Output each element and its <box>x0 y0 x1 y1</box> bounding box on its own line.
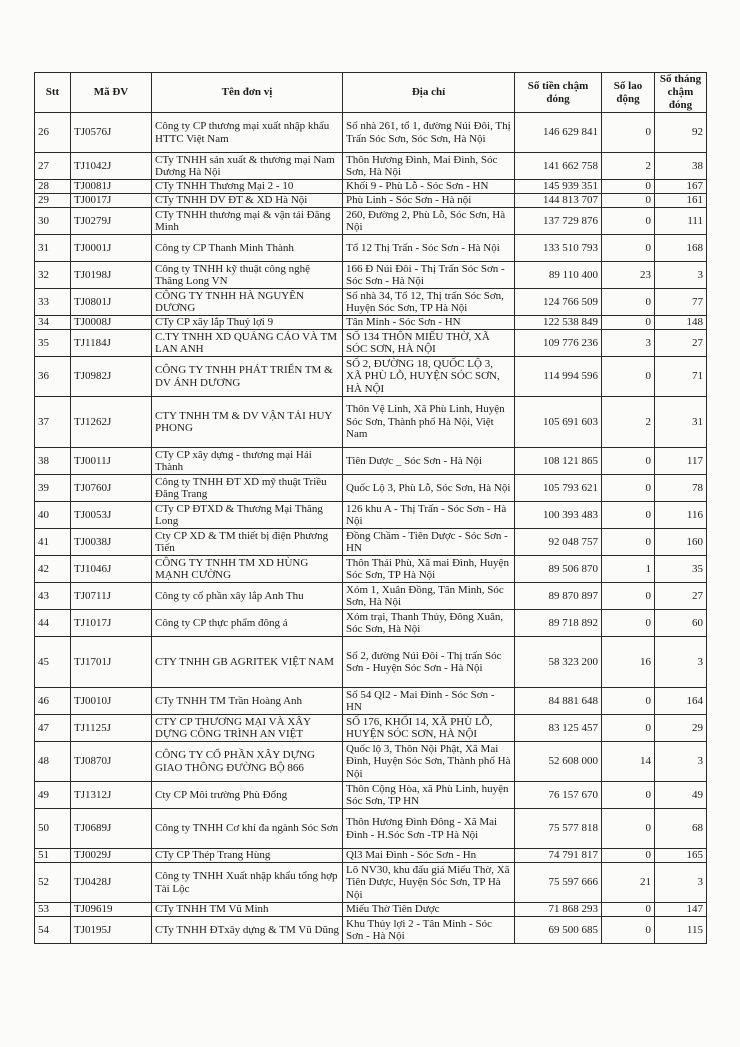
header-so-thang: Số tháng chậm đóng <box>655 73 707 113</box>
table-row <box>35 742 707 782</box>
row-stt: 38 <box>35 448 71 475</box>
row-ma-dv: TJ1262J <box>71 397 152 448</box>
row-so-tien: 122 538 849 <box>515 316 602 330</box>
row-stt: 33 <box>35 289 71 316</box>
row-stt: 29 <box>35 194 71 208</box>
row-so-thang: 148 <box>655 316 707 330</box>
table-row <box>35 180 707 194</box>
row-so-thang: 38 <box>655 153 707 180</box>
row-ma-dv: TJ1125J <box>71 715 152 742</box>
row-ma-dv: TJ0760J <box>71 475 152 502</box>
row-so-lao-dong: 0 <box>602 502 655 529</box>
row-so-thang: 29 <box>655 715 707 742</box>
row-ma-dv: TJ0081J <box>71 180 152 194</box>
table-row <box>35 610 707 637</box>
table-row <box>35 153 707 180</box>
row-so-thang: 27 <box>655 583 707 610</box>
row-ma-dv: TJ1312J <box>71 782 152 809</box>
row-so-lao-dong: 0 <box>602 583 655 610</box>
row-so-tien: 92 048 757 <box>515 529 602 556</box>
row-stt: 34 <box>35 316 71 330</box>
row-so-tien: 141 662 758 <box>515 153 602 180</box>
table-row <box>35 475 707 502</box>
row-so-tien: 74 791 817 <box>515 849 602 863</box>
row-ma-dv: TJ0198J <box>71 262 152 289</box>
row-so-lao-dong: 21 <box>602 863 655 903</box>
row-ma-dv: TJ0053J <box>71 502 152 529</box>
row-so-lao-dong: 23 <box>602 262 655 289</box>
row-dia-chi: 260, Đường 2, Phù Lỗ, Sóc Sơn, Hà Nội <box>343 208 515 235</box>
row-stt: 40 <box>35 502 71 529</box>
row-ma-dv: TJ0001J <box>71 235 152 262</box>
row-so-tien: 75 597 666 <box>515 863 602 903</box>
header-dia-chi: Địa chỉ <box>343 73 515 113</box>
row-dia-chi: Thôn Thái Phù, Xã mai Đình, Huyện Sóc Sơn, TP Hà Nội <box>343 556 515 583</box>
row-ten-don-vi: Công ty TNHH kỹ thuật công nghệ Thăng Long VN <box>152 262 343 289</box>
row-stt: 41 <box>35 529 71 556</box>
row-so-thang: 3 <box>655 742 707 782</box>
header-stt: Stt <box>35 73 71 113</box>
row-dia-chi: Ql3 Mai Đình - Sóc Sơn - Hn <box>343 849 515 863</box>
row-dia-chi: SỐ 2, ĐƯỜNG 18, QUỐC LỘ 3, XÃ PHÙ LỖ, HUYỆN SÓC SƠN, HÀ NỘI <box>343 357 515 397</box>
row-ten-don-vi: CTy TNHH ĐTxây dựng & TM Vũ Dũng <box>152 917 343 944</box>
row-so-lao-dong: 0 <box>602 782 655 809</box>
row-stt: 44 <box>35 610 71 637</box>
table-row <box>35 194 707 208</box>
row-so-thang: 49 <box>655 782 707 809</box>
row-ten-don-vi: CTy TNHH sản xuất & thương mại Nam Dương Hà Nội <box>152 153 343 180</box>
row-ten-don-vi: CTY TNHH GB AGRITEK VIỆT NAM <box>152 637 343 688</box>
row-ten-don-vi: Công ty TNHH Xuất nhập khẩu tổng hợp Tài Lộc <box>152 863 343 903</box>
table-row <box>35 863 707 903</box>
row-ma-dv: TJ0576J <box>71 113 152 153</box>
header-so-lao-dong: Số lao động <box>602 73 655 113</box>
row-ten-don-vi: CTy TNHH thương mại & vận tải Đăng Minh <box>152 208 343 235</box>
row-ma-dv: TJ0801J <box>71 289 152 316</box>
row-dia-chi: SỐ 134 THÔN MIẾU THỜ, XÃ SÓC SƠN, HÀ NỘI <box>343 330 515 357</box>
row-stt: 50 <box>35 809 71 849</box>
row-ten-don-vi: C.TY TNHH XD QUẢNG CÁO VÀ TM LAN ANH <box>152 330 343 357</box>
table-row <box>35 903 707 917</box>
row-so-thang: 60 <box>655 610 707 637</box>
row-so-tien: 124 766 509 <box>515 289 602 316</box>
row-dia-chi: Thôn Cộng Hòa, xã Phù Linh, huyện Sóc Sơn, TP HN <box>343 782 515 809</box>
row-so-tien: 52 608 000 <box>515 742 602 782</box>
row-so-thang: 3 <box>655 863 707 903</box>
row-dia-chi: Số 54 Ql2 - Mai Đình - Sóc Sơn - HN <box>343 688 515 715</box>
row-ten-don-vi: CTy CP xây lắp Thuỷ lợi 9 <box>152 316 343 330</box>
row-ma-dv: TJ0017J <box>71 194 152 208</box>
row-ten-don-vi: CÔNG TY TNHH HÀ NGUYÊN DƯƠNG <box>152 289 343 316</box>
row-dia-chi: Miếu Thờ Tiên Dược <box>343 903 515 917</box>
row-stt: 42 <box>35 556 71 583</box>
row-dia-chi: SỐ 176, KHỐI 14, XÃ PHÙ LỖ, HUYỆN SÓC SƠN, HÀ NỘI <box>343 715 515 742</box>
row-so-tien: 89 870 897 <box>515 583 602 610</box>
row-so-lao-dong: 0 <box>602 289 655 316</box>
row-ten-don-vi: Công ty CP thương mại xuất nhập khẩu HTTC Việt Nam <box>152 113 343 153</box>
row-so-thang: 68 <box>655 809 707 849</box>
row-so-tien: 105 793 621 <box>515 475 602 502</box>
row-dia-chi: Lô NV30, khu đấu giá Miếu Thờ, Xã Tiên Dược, Huyện Sóc Sơn, TP Hà Nội <box>343 863 515 903</box>
header-ma-dv: Mã ĐV <box>71 73 152 113</box>
table-row <box>35 849 707 863</box>
row-ten-don-vi: CTy TNHH DV ĐT & XD Hà Nội <box>152 194 343 208</box>
row-stt: 39 <box>35 475 71 502</box>
table-row <box>35 262 707 289</box>
row-so-thang: 147 <box>655 903 707 917</box>
row-ten-don-vi: CTy CP ĐTXD & Thương Mại Thăng Long <box>152 502 343 529</box>
row-so-tien: 89 718 892 <box>515 610 602 637</box>
table-row <box>35 357 707 397</box>
row-dia-chi: Đồng Chầm - Tiên Dược - Sóc Sơn - HN <box>343 529 515 556</box>
row-so-lao-dong: 14 <box>602 742 655 782</box>
debt-table <box>34 72 707 944</box>
row-stt: 53 <box>35 903 71 917</box>
row-stt: 37 <box>35 397 71 448</box>
row-ma-dv: TJ0711J <box>71 583 152 610</box>
table-row <box>35 397 707 448</box>
row-so-thang: 116 <box>655 502 707 529</box>
row-so-tien: 89 506 870 <box>515 556 602 583</box>
table-body <box>35 113 707 944</box>
row-ten-don-vi: CTy TNHH TM Vũ Minh <box>152 903 343 917</box>
row-dia-chi: Tổ 12 Thị Trấn - Sóc Sơn - Hà Nội <box>343 235 515 262</box>
row-so-lao-dong: 0 <box>602 715 655 742</box>
row-so-tien: 137 729 876 <box>515 208 602 235</box>
row-dia-chi: Số 2, đường Núi Đôi - Thị trấn Sóc Sơn - Huyện Sóc Sơn - Hà Nội <box>343 637 515 688</box>
row-stt: 28 <box>35 180 71 194</box>
row-so-tien: 100 393 483 <box>515 502 602 529</box>
row-dia-chi: Thôn Hương Đình, Mai Đình, Sóc Sơn, Hà Nội <box>343 153 515 180</box>
table-row <box>35 113 707 153</box>
row-ma-dv: TJ0038J <box>71 529 152 556</box>
row-so-thang: 3 <box>655 262 707 289</box>
table-header-row <box>35 73 707 113</box>
row-so-lao-dong: 0 <box>602 194 655 208</box>
row-so-tien: 145 939 351 <box>515 180 602 194</box>
table-row <box>35 688 707 715</box>
row-ma-dv: TJ0011J <box>71 448 152 475</box>
table-row <box>35 917 707 944</box>
row-so-lao-dong: 0 <box>602 235 655 262</box>
row-dia-chi: Tiên Dược _ Sóc Sơn - Hà Nội <box>343 448 515 475</box>
row-so-tien: 71 868 293 <box>515 903 602 917</box>
row-ma-dv: TJ0689J <box>71 809 152 849</box>
row-so-thang: 160 <box>655 529 707 556</box>
row-ten-don-vi: Công ty CP thực phẩm đông á <box>152 610 343 637</box>
row-dia-chi: Quốc lộ 3, Thôn Nội Phật, Xã Mai Đình, Huyện Sóc Sơn, Thành phố Hà Nội <box>343 742 515 782</box>
row-so-tien: 89 110 400 <box>515 262 602 289</box>
row-ten-don-vi: Công ty cổ phần xây lắp Anh Thu <box>152 583 343 610</box>
row-ma-dv: TJ0195J <box>71 917 152 944</box>
row-so-lao-dong: 0 <box>602 809 655 849</box>
row-dia-chi: Xóm trại, Thanh Thủy, Đông Xuân, Sóc Sơn, Hà Nội <box>343 610 515 637</box>
row-dia-chi: Số nhà 261, tổ 1, đường Núi Đôi, Thị Trấn Sóc Sơn, Sóc Sơn, Hà Nội <box>343 113 515 153</box>
table-row <box>35 583 707 610</box>
row-so-lao-dong: 1 <box>602 556 655 583</box>
row-so-thang: 35 <box>655 556 707 583</box>
row-so-thang: 167 <box>655 180 707 194</box>
row-so-thang: 92 <box>655 113 707 153</box>
row-so-thang: 71 <box>655 357 707 397</box>
row-ma-dv: TJ1017J <box>71 610 152 637</box>
row-ten-don-vi: Cty CP XD & TM thiết bị điện Phương Tiến <box>152 529 343 556</box>
row-ma-dv: TJ1184J <box>71 330 152 357</box>
row-dia-chi: Thôn Vệ Linh, Xã Phù Linh, Huyện Sóc Sơn, Thành phố Hà Nội, Việt Nam <box>343 397 515 448</box>
row-so-tien: 146 629 841 <box>515 113 602 153</box>
row-ten-don-vi: CTY TNHH TM & DV VẬN TẢI HUY PHONG <box>152 397 343 448</box>
row-so-thang: 27 <box>655 330 707 357</box>
row-ten-don-vi: CTY CP THƯƠNG MẠI VÀ XÂY DỰNG CÔNG TRÌNH AN VIỆT <box>152 715 343 742</box>
row-so-tien: 114 994 596 <box>515 357 602 397</box>
row-stt: 48 <box>35 742 71 782</box>
row-ma-dv: TJ0982J <box>71 357 152 397</box>
row-so-tien: 69 500 685 <box>515 917 602 944</box>
row-ten-don-vi: Cty CP Môi trường Phù Đổng <box>152 782 343 809</box>
row-stt: 30 <box>35 208 71 235</box>
table-row <box>35 782 707 809</box>
row-so-tien: 144 813 707 <box>515 194 602 208</box>
row-ten-don-vi: CTy TNHH Thương Mại 2 - 10 <box>152 180 343 194</box>
row-stt: 27 <box>35 153 71 180</box>
row-ten-don-vi: Công ty TNHH Cơ khí đa ngành Sóc Sơn <box>152 809 343 849</box>
row-ma-dv: TJ0010J <box>71 688 152 715</box>
row-so-thang: 77 <box>655 289 707 316</box>
row-stt: 54 <box>35 917 71 944</box>
row-ten-don-vi: CÔNG TY TNHH TM XD HÙNG MẠNH CƯỜNG <box>152 556 343 583</box>
table-row <box>35 289 707 316</box>
row-stt: 35 <box>35 330 71 357</box>
row-so-lao-dong: 0 <box>602 529 655 556</box>
row-dia-chi: Thôn Hương Đình Đông - Xã Mai Đình - H.Sóc Sơn -TP Hà Nội <box>343 809 515 849</box>
row-so-lao-dong: 2 <box>602 153 655 180</box>
header-so-tien: Số tiền chậm đóng <box>515 73 602 113</box>
row-so-thang: 3 <box>655 637 707 688</box>
row-ma-dv: TJ1701J <box>71 637 152 688</box>
row-stt: 32 <box>35 262 71 289</box>
row-so-lao-dong: 2 <box>602 397 655 448</box>
row-stt: 52 <box>35 863 71 903</box>
row-ma-dv: TJ0428J <box>71 863 152 903</box>
row-stt: 51 <box>35 849 71 863</box>
row-so-tien: 84 881 648 <box>515 688 602 715</box>
row-dia-chi: Quốc Lộ 3, Phù Lỗ, Sóc Sơn, Hà Nội <box>343 475 515 502</box>
row-dia-chi: Số nhà 34, Tổ 12, Thị trấn Sóc Sơn, Huyện Sóc Sơn, TP Hà Nội <box>343 289 515 316</box>
row-ten-don-vi: CÔNG TY CỔ PHẦN XÂY DỰNG GIAO THÔNG ĐƯỜNG BỘ 866 <box>152 742 343 782</box>
row-stt: 45 <box>35 637 71 688</box>
row-so-thang: 165 <box>655 849 707 863</box>
row-so-thang: 31 <box>655 397 707 448</box>
table-row <box>35 448 707 475</box>
row-dia-chi: 126 khu A - Thị Trấn - Sóc Sơn - Hà Nội <box>343 502 515 529</box>
row-ten-don-vi: Công ty TNHH ĐT XD mỹ thuật Triều Đăng Trang <box>152 475 343 502</box>
row-ten-don-vi: CTy CP Thép Trang Hùng <box>152 849 343 863</box>
row-so-tien: 109 776 236 <box>515 330 602 357</box>
row-stt: 43 <box>35 583 71 610</box>
row-so-thang: 117 <box>655 448 707 475</box>
row-ten-don-vi: CTy CP xây dựng - thương mại Hải Thành <box>152 448 343 475</box>
table-row <box>35 556 707 583</box>
row-stt: 36 <box>35 357 71 397</box>
row-so-tien: 108 121 865 <box>515 448 602 475</box>
row-so-lao-dong: 16 <box>602 637 655 688</box>
row-so-tien: 105 691 603 <box>515 397 602 448</box>
row-so-tien: 75 577 818 <box>515 809 602 849</box>
row-stt: 47 <box>35 715 71 742</box>
table-row <box>35 208 707 235</box>
row-ten-don-vi: Công ty CP Thanh Minh Thành <box>152 235 343 262</box>
row-ten-don-vi: CÔNG TY TNHH PHÁT TRIỂN TM & DV ÁNH DƯƠNG <box>152 357 343 397</box>
row-so-thang: 115 <box>655 917 707 944</box>
table-row <box>35 529 707 556</box>
row-dia-chi: Xóm 1, Xuân Đồng, Tân Minh, Sóc Sơn, Hà Nội <box>343 583 515 610</box>
row-so-lao-dong: 0 <box>602 208 655 235</box>
row-so-thang: 164 <box>655 688 707 715</box>
table-row <box>35 235 707 262</box>
row-so-thang: 168 <box>655 235 707 262</box>
row-so-lao-dong: 0 <box>602 475 655 502</box>
table-row <box>35 502 707 529</box>
table-row <box>35 330 707 357</box>
row-ma-dv: TJ0008J <box>71 316 152 330</box>
row-dia-chi: Tân Minh - Sóc Sơn - HN <box>343 316 515 330</box>
table-row <box>35 637 707 688</box>
table-row <box>35 715 707 742</box>
row-ma-dv: TJ0870J <box>71 742 152 782</box>
row-stt: 46 <box>35 688 71 715</box>
row-so-tien: 83 125 457 <box>515 715 602 742</box>
row-so-thang: 161 <box>655 194 707 208</box>
row-so-tien: 58 323 200 <box>515 637 602 688</box>
row-so-lao-dong: 0 <box>602 688 655 715</box>
row-so-lao-dong: 0 <box>602 917 655 944</box>
row-dia-chi: Khối 9 - Phù Lỗ - Sóc Sơn - HN <box>343 180 515 194</box>
row-so-thang: 111 <box>655 208 707 235</box>
row-so-thang: 78 <box>655 475 707 502</box>
row-stt: 26 <box>35 113 71 153</box>
row-ma-dv: TJ1042J <box>71 153 152 180</box>
row-so-lao-dong: 3 <box>602 330 655 357</box>
row-stt: 49 <box>35 782 71 809</box>
row-so-lao-dong: 0 <box>602 113 655 153</box>
row-dia-chi: Khu Thủy lợi 2 - Tân Minh - Sóc Sơn - Hà Nội <box>343 917 515 944</box>
row-so-lao-dong: 0 <box>602 903 655 917</box>
table-row <box>35 316 707 330</box>
row-ma-dv: TJ0029J <box>71 849 152 863</box>
row-so-tien: 133 510 793 <box>515 235 602 262</box>
row-ma-dv: TJ09619 <box>71 903 152 917</box>
row-stt: 31 <box>35 235 71 262</box>
row-ten-don-vi: CTy TNHH TM Trần Hoàng Anh <box>152 688 343 715</box>
row-ma-dv: TJ1046J <box>71 556 152 583</box>
row-dia-chi: 166 Đ Núi Đôi - Thị Trấn Sóc Sơn - Sóc Sơn - Hà Nội <box>343 262 515 289</box>
header-ten-don-vi: Tên đơn vị <box>152 73 343 113</box>
row-so-lao-dong: 0 <box>602 448 655 475</box>
row-so-lao-dong: 0 <box>602 316 655 330</box>
row-dia-chi: Phù Linh - Sóc Sơn - Hà nội <box>343 194 515 208</box>
table-row <box>35 809 707 849</box>
row-so-lao-dong: 0 <box>602 849 655 863</box>
row-so-lao-dong: 0 <box>602 180 655 194</box>
row-so-lao-dong: 0 <box>602 357 655 397</box>
row-so-tien: 76 157 670 <box>515 782 602 809</box>
row-so-lao-dong: 0 <box>602 610 655 637</box>
row-ma-dv: TJ0279J <box>71 208 152 235</box>
